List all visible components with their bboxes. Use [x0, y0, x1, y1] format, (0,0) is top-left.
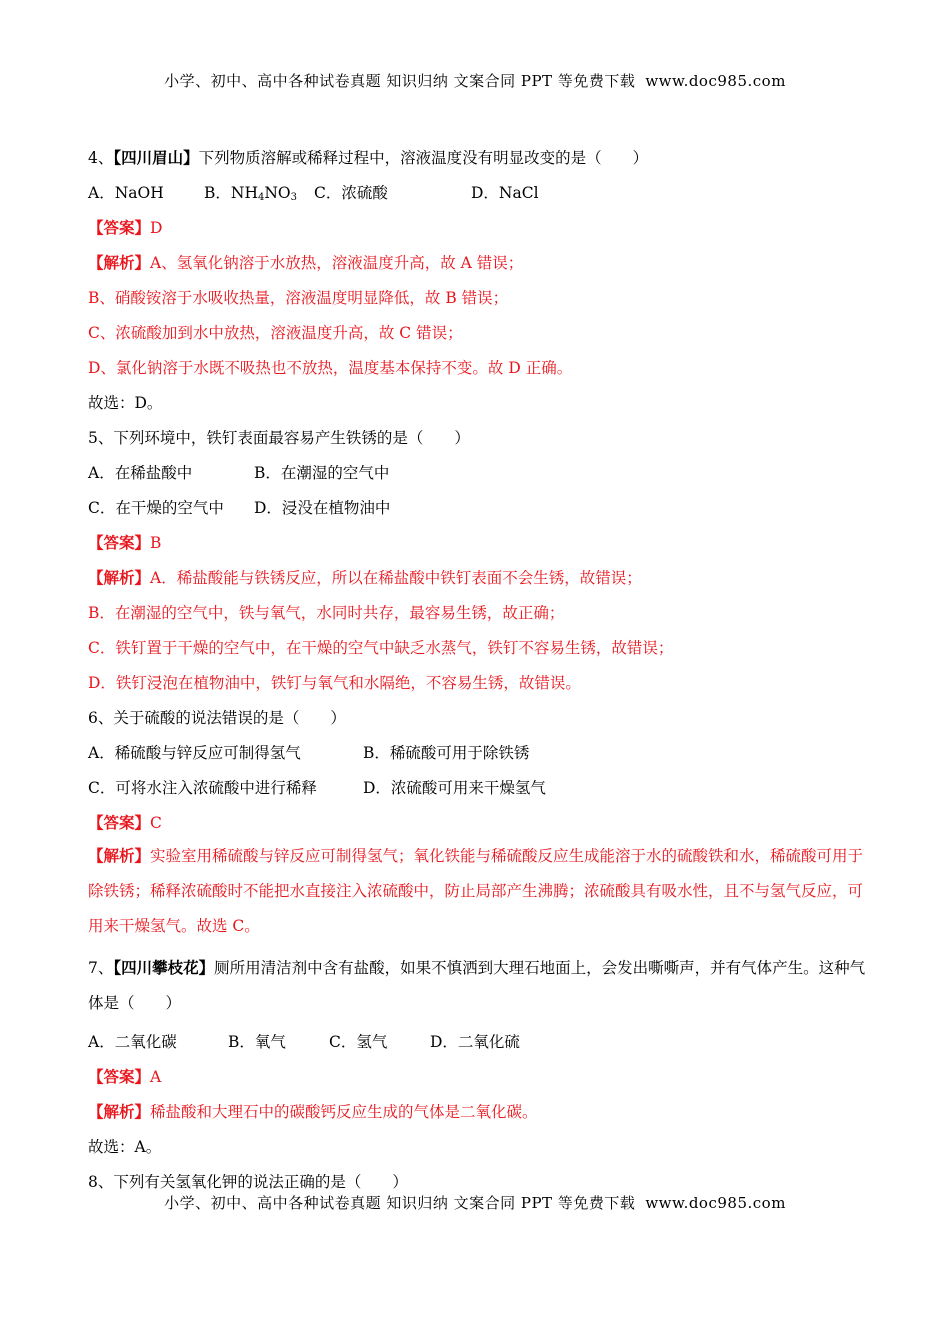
page-footer — [0, 1192, 950, 1213]
q4-option-d: D．NaCl — [471, 184, 539, 202]
q6-option-d: D．浓硫酸可用来干燥氢气 — [363, 779, 546, 797]
q5-answer-value: B — [150, 534, 162, 552]
q7-options — [88, 1030, 520, 1052]
q5-options-row1 — [88, 461, 389, 483]
q6-analysis: 【解析】实验室用稀硫酸与锌反应可制得氢气；氧化铁能与稀硫酸反应生成能溶于水的硫酸铁和水，稀硫酸可用于除铁锈；稀释浓硫酸时不能把水直接注入浓硫酸中，防止局部产生沸腾；浓硫酸具有吸水性，且不与氢气反应，可用来干燥氢气。故选 C。 — [88, 846, 864, 935]
footer-url[interactable]: www.doc985.com — [645, 1194, 786, 1212]
q5-option-d: D．浸没在植物油中 — [254, 499, 391, 517]
q6-option-a: A．稀硫酸与锌反应可制得氢气 — [88, 744, 301, 762]
q4-analysis-4: D、氯化钠溶于水既不吸热也不放热，温度基本保持不变。故 D 正确。 — [88, 359, 573, 377]
q5-options-row2 — [88, 496, 390, 518]
q7-option-c: C．氢气 — [329, 1033, 388, 1051]
q5-analysis-4: D．铁钉浸泡在植物油中，铁钉与氧气和水隔绝，不容易生锈，故错误。 — [88, 674, 581, 692]
page-header — [0, 70, 950, 91]
q7-answer: 【答案】A — [88, 1067, 162, 1086]
q6-options-row1 — [88, 741, 529, 763]
q7-number: 7、 — [88, 959, 114, 977]
q7-stem — [88, 950, 866, 1021]
q4-conclusion: 故选：D。 — [88, 394, 163, 412]
header-url[interactable]: www.doc985.com — [645, 72, 786, 90]
q4-answer — [88, 216, 162, 238]
q7-stem-text: 厕所用清洁剂中含有盐酸，如果不慎洒到大理石地面上，会发出嘶嘶声，并有气体产生。这种气体是（ ） — [88, 959, 866, 1012]
q5-option-c: C．在干燥的空气中 — [88, 499, 224, 517]
q4-analysis-1: 【解析】A、氢氧化钠溶于水放热，溶液温度升高，故 A 错误； — [88, 253, 524, 272]
q7-analysis-text: 稀盐酸和大理石中的碳酸钙反应生成的气体是二氧化碳。 — [150, 1103, 538, 1121]
q5-analysis-2: B．在潮湿的空气中，铁与氧气，水同时共存，最容易生锈，故正确； — [88, 604, 565, 622]
q4-options — [88, 181, 539, 203]
q7-conclusion: 故选：A。 — [88, 1138, 162, 1156]
q6-answer-value: C — [150, 814, 162, 832]
q5-answer: 【答案】B — [88, 533, 162, 552]
footer-text: 小学、初中、高中各种试卷真题 知识归纳 文案合同 PPT 等免费下载 — [164, 1194, 636, 1212]
q5-option-b: B．在潮湿的空气中 — [254, 464, 390, 482]
q4-stem — [88, 146, 648, 168]
q6-answer: 【答案】C — [88, 813, 162, 832]
q7-source: 【四川攀枝花】 — [113, 958, 215, 977]
q5-stem: 5、下列环境中，铁钉表面最容易产生铁锈的是（ ） — [88, 429, 470, 447]
q5-analysis-1: 【解析】A．稀盐酸能与铁锈反应，所以在稀盐酸中铁钉表面不会生锈，故错误； — [88, 568, 642, 587]
q7-option-d: D．二氧化硫 — [430, 1033, 520, 1051]
q4-analysis-3: C、浓硫酸加到水中放热，溶液温度升高，故 C 错误； — [88, 324, 463, 342]
q4-option-c: C．浓硫酸 — [314, 184, 388, 202]
q6-analysis-text: 实验室用稀硫酸与锌反应可制得氢气；氧化铁能与稀硫酸反应生成能溶于水的硫酸铁和水，稀硫酸可用于除铁锈；稀释浓硫酸时不能把水直接注入浓硫酸中，防止局部产生沸腾；浓硫酸具有吸水性，且不与氢气反应，可用来干燥氢气。故选 C。 — [88, 847, 864, 935]
q8-stem: 8、下列有关氢氧化钾的说法正确的是（ ） — [88, 1173, 408, 1191]
answer-label: 【答案】 — [88, 218, 151, 237]
q4-option-b: B．$NH_4NO_3$ — [204, 184, 298, 203]
q4-source: 【四川眉山】 — [113, 148, 199, 167]
q7-answer-value: A — [150, 1068, 162, 1086]
q4-stem-text: 下列物质溶解或稀释过程中，溶液温度没有明显改变的是（ ） — [198, 149, 649, 167]
analysis-label: 【解析】 — [88, 253, 151, 272]
q6-options-row2 — [88, 776, 546, 798]
q5-analysis-3: C．铁钉置于干燥的空气中，在干燥的空气中缺乏水蒸气，铁钉不容易生锈，故错误； — [88, 639, 674, 657]
q4-analysis-2: B、硝酸铵溶于水吸收热量，溶液温度明显降低，故 B 错误； — [88, 289, 509, 307]
q5-option-a: A．在稀盐酸中 — [88, 464, 193, 482]
q4-number: 4、 — [88, 149, 114, 167]
header-text: 小学、初中、高中各种试卷真题 知识归纳 文案合同 PPT 等免费下载 — [164, 72, 636, 90]
q7-option-a: A．二氧化碳 — [88, 1033, 177, 1051]
q6-option-b: B．稀硫酸可用于除铁锈 — [363, 744, 530, 762]
q6-stem: 6、关于硫酸的说法错误的是（ ） — [88, 709, 346, 727]
q7-analysis: 【解析】稀盐酸和大理石中的碳酸钙反应生成的气体是二氧化碳。 — [88, 1102, 538, 1121]
q6-option-c: C．可将水注入浓硫酸中进行稀释 — [88, 779, 317, 797]
q4-option-a: A．NaOH — [88, 184, 164, 202]
q7-option-b: B．氧气 — [228, 1033, 286, 1051]
q4-answer-value: D — [150, 219, 163, 237]
